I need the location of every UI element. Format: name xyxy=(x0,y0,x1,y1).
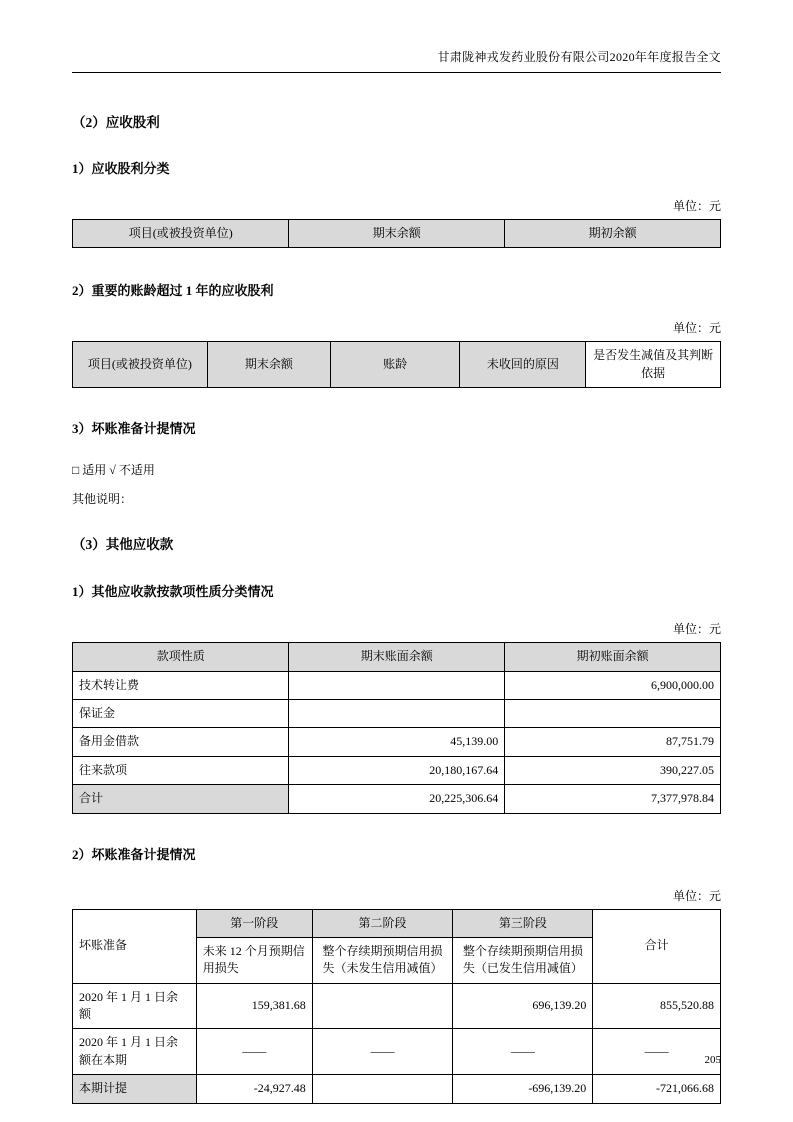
subheader-cell-12m-ecl: 未来 12 个月预期信用损失 xyxy=(196,937,312,983)
row-label-cell: 2020 年 1 月 1 日余额在本期 xyxy=(73,1029,197,1075)
value-cell: —— xyxy=(196,1029,312,1075)
table-row xyxy=(73,728,721,756)
header-cell-item: 项目(或被投资单位) xyxy=(73,342,208,388)
header-cell-stage2: 第二阶段 xyxy=(312,909,453,937)
table-row xyxy=(73,699,721,727)
value-cell: 20,225,306.64 xyxy=(289,785,505,813)
header-cell-ending-balance: 期末余额 xyxy=(207,342,330,388)
table-row xyxy=(73,983,721,1029)
table-header-row-stages xyxy=(73,909,721,937)
value-cell xyxy=(289,699,505,727)
page-number: 205 xyxy=(704,1054,721,1066)
row-label-cell: 本期计提 xyxy=(73,1075,197,1103)
table-header-row xyxy=(73,220,721,248)
header-cell-impairment-judgement: 是否发生减值及其判断依据 xyxy=(586,342,721,388)
header-cell-total: 合计 xyxy=(593,909,721,983)
value-cell: 855,520.88 xyxy=(593,983,721,1029)
report-title: 甘肃陇神戎发药业股份有限公司2020年年度报告全文 xyxy=(437,50,721,64)
bad-debt-provision-table xyxy=(72,909,721,1104)
heading-bad-debt-provision-other: 2）坏账准备计提情况 xyxy=(72,846,196,862)
row-label-cell: 备用金借款 xyxy=(73,728,289,756)
value-cell: -696,139.20 xyxy=(453,1075,593,1103)
value-cell: —— xyxy=(312,1029,453,1075)
table-header-row xyxy=(73,643,721,671)
header-cell-ending-balance: 期末余额 xyxy=(289,220,505,248)
dividend-classification-table xyxy=(72,219,721,248)
subheader-cell-lifetime-ecl-no-impairment: 整个存续期预期信用损失（未发生信用减值） xyxy=(312,937,453,983)
unit-label: 单位：元 xyxy=(672,321,721,336)
value-cell: —— xyxy=(453,1029,593,1075)
other-note-label: 其他说明： xyxy=(72,492,133,507)
corner-header-cell: 坏账准备 xyxy=(73,909,197,983)
value-cell: 6,900,000.00 xyxy=(505,671,721,699)
table-header-row xyxy=(73,342,721,388)
row-label-cell: 往来款项 xyxy=(73,756,289,784)
table-row xyxy=(73,756,721,784)
value-cell: -24,927.48 xyxy=(196,1075,312,1103)
value-cell: —— xyxy=(593,1029,721,1075)
total-label-cell: 合计 xyxy=(73,785,289,813)
table-row xyxy=(73,1075,721,1103)
header-cell-stage1: 第一阶段 xyxy=(196,909,312,937)
value-cell xyxy=(289,671,505,699)
header-cell-unrecovered-reason: 未收回的原因 xyxy=(460,342,586,388)
header-cell-aging: 账龄 xyxy=(330,342,460,388)
row-label-cell: 技术转让费 xyxy=(73,671,289,699)
table-row-total xyxy=(73,785,721,813)
value-cell: 696,139.20 xyxy=(453,983,593,1029)
value-cell: 20,180,167.64 xyxy=(289,756,505,784)
table-row xyxy=(73,1029,721,1075)
value-cell: 390,227.05 xyxy=(505,756,721,784)
heading-other-receivables: （3）其他应收款 xyxy=(72,537,174,553)
value-cell xyxy=(312,1075,453,1103)
header-cell-item: 项目(或被投资单位) xyxy=(73,220,289,248)
value-cell: 87,751.79 xyxy=(505,728,721,756)
header-cell-stage3: 第三阶段 xyxy=(453,909,593,937)
value-cell: -721,066.68 xyxy=(593,1075,721,1103)
heading-bad-debt-provision-dividends: 3）坏账准备计提情况 xyxy=(72,421,196,437)
header-cell-nature: 款项性质 xyxy=(73,643,289,671)
table-row xyxy=(73,671,721,699)
other-receivables-nature-table xyxy=(72,642,721,813)
heading-dividend-classification: 1）应收股利分类 xyxy=(72,161,170,176)
heading-aged-dividends: 2）重要的账龄超过 1 年的应收股利 xyxy=(72,283,274,299)
header-cell-opening-book-balance: 期初账面余额 xyxy=(505,643,721,671)
header-cell-ending-book-balance: 期末账面余额 xyxy=(289,643,505,671)
row-label-cell: 2020 年 1 月 1 日余额 xyxy=(73,983,197,1029)
unit-label: 单位：元 xyxy=(672,622,721,637)
unit-label: 单位：元 xyxy=(672,888,721,903)
subheader-cell-lifetime-ecl-impaired: 整个存续期预期信用损失（已发生信用减值） xyxy=(453,937,593,983)
value-cell: 45,139.00 xyxy=(289,728,505,756)
heading-dividends-receivable: （2）应收股利 xyxy=(72,115,160,130)
document-header xyxy=(72,48,721,73)
unit-label: 单位：元 xyxy=(672,199,721,213)
row-label-cell: 保证金 xyxy=(73,699,289,727)
applicability-line: □ 适用 √ 不适用 xyxy=(72,463,155,478)
aged-dividends-table xyxy=(72,341,721,388)
header-cell-opening-balance: 期初余额 xyxy=(505,220,721,248)
value-cell xyxy=(312,983,453,1029)
value-cell xyxy=(505,699,721,727)
value-cell: 7,377,978.84 xyxy=(505,785,721,813)
heading-other-receivables-by-nature: 1）其他应收款按款项性质分类情况 xyxy=(72,584,274,600)
value-cell: 159,381.68 xyxy=(196,983,312,1029)
